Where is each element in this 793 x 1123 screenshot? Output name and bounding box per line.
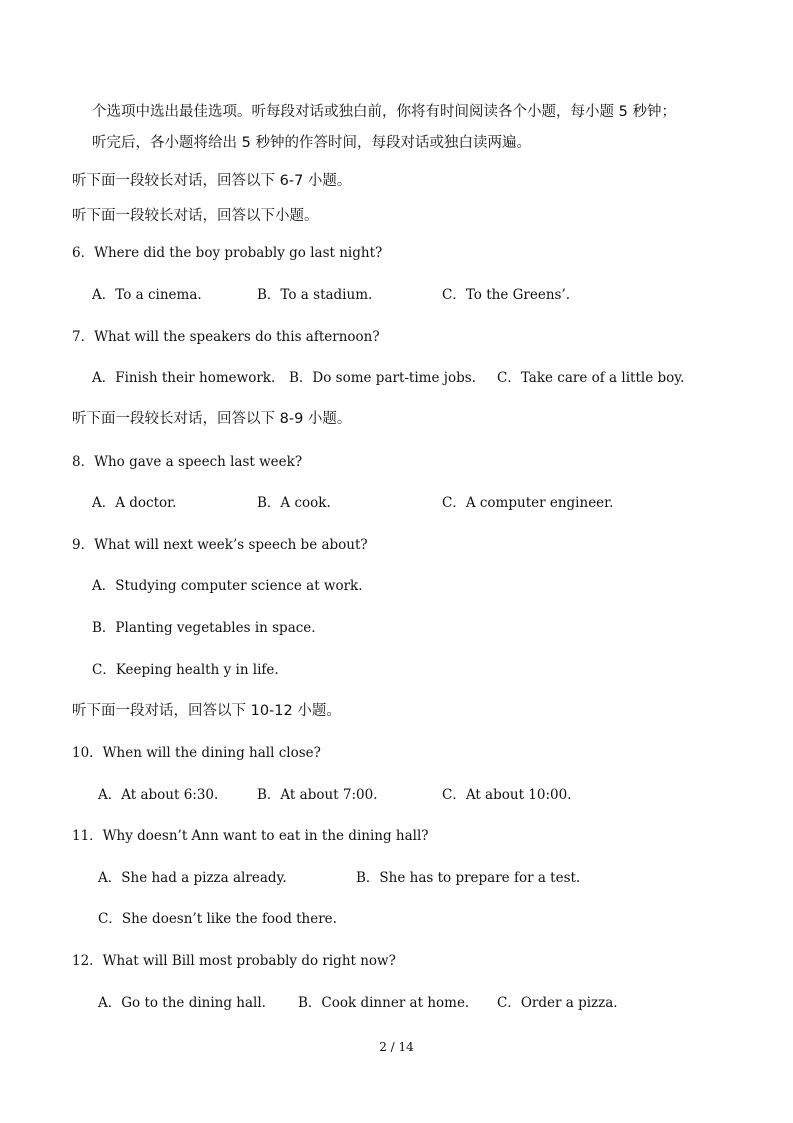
question-8: 8．Who gave a speech last week? — [72, 454, 303, 470]
question-6: 6．Where did the boy probably go last night? — [72, 245, 383, 261]
intro-line-2: 听完后，各小题将给出 5 秒钟的作答时间，每段对话或独白读两遍。 — [92, 135, 531, 151]
q8-option-c: C．A computer engineer. — [442, 495, 614, 511]
q6-option-b: B．To a stadium. — [257, 287, 373, 303]
q11-option-a: A．She had a pizza already. — [98, 870, 287, 886]
section-heading-6-7: 听下面一段较长对话，回答以下 6-7 小题。 — [72, 173, 352, 189]
page-number: 2 / 14 — [379, 1040, 414, 1054]
question-10: 10．When will the dining hall close? — [72, 745, 321, 761]
q9-option-c: C．Keeping health y in life. — [92, 662, 279, 678]
q7-option-c: C．Take care of a little boy. — [497, 370, 685, 386]
section-heading-8-9: 听下面一段较长对话，回答以下 8-9 小题。 — [72, 411, 352, 427]
q12-option-a: A．Go to the dining hall. — [98, 995, 266, 1011]
question-12: 12．What will Bill most probably do right now? — [72, 953, 396, 969]
q6-option-c: C．To the Greens’. — [442, 287, 571, 303]
section-heading: 听下面一段较长对话，回答以下小题。 — [72, 208, 319, 224]
section-heading-10-12: 听下面一段对话，回答以下 10-12 小题。 — [72, 703, 341, 719]
question-11: 11．Why doesn’t Ann want to eat in the dining hall? — [72, 828, 429, 844]
q10-option-c: C．At about 10:00. — [442, 787, 572, 803]
q7-option-b: B．Do some part-time jobs. — [289, 370, 476, 386]
q10-option-a: A．At about 6:30. — [98, 787, 219, 803]
q11-option-c: C．She doesn’t like the food there. — [98, 911, 337, 927]
q11-option-b: B．She has to prepare for a test. — [356, 870, 581, 886]
q9-option-b: B．Planting vegetables in space. — [92, 620, 316, 636]
q9-option-a: A．Studying computer science at work. — [92, 578, 363, 594]
question-7: 7．What will the speakers do this afternoon? — [72, 329, 380, 345]
q12-option-c: C．Order a pizza. — [497, 995, 618, 1011]
q7-option-a: A．Finish their homework. — [92, 370, 276, 386]
q6-option-a: A．To a cinema. — [92, 287, 202, 303]
q10-option-b: B．At about 7:00. — [257, 787, 378, 803]
intro-line-1: 个选项中选出最佳选项。听每段对话或独白前，你将有时间阅读各个小题，每小题 5 秒钟； — [92, 104, 676, 120]
q8-option-b: B．A cook. — [257, 495, 331, 511]
question-9: 9．What will next week’s speech be about? — [72, 537, 368, 553]
q8-option-a: A．A doctor. — [92, 495, 177, 511]
q12-option-b: B．Cook dinner at home. — [298, 995, 470, 1011]
